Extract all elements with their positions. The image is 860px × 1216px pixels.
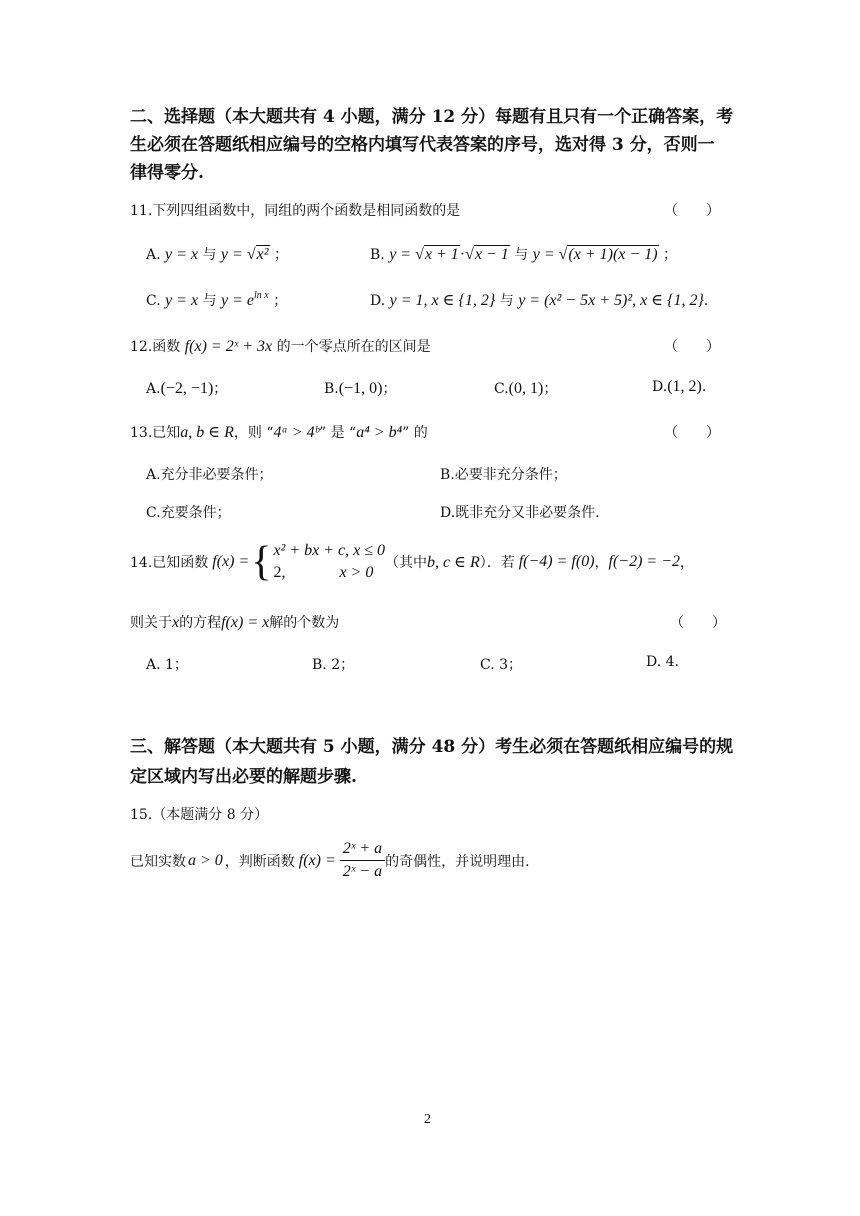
connector: 与: [499, 293, 514, 309]
q14-option-a: A. 1；: [146, 657, 188, 673]
q14-stem: [130, 540, 694, 584]
math-expr: f(x) =: [212, 553, 250, 570]
math-expr: y = (x² − 5x + 5)², x ∈ {1, 2}: [518, 292, 704, 309]
option-label: C.: [494, 381, 509, 397]
stem-text: 13.已知: [130, 425, 181, 441]
math-expr: (1, 2): [667, 378, 702, 395]
q14-answer-blank: （ ）: [670, 615, 726, 631]
case-2-value: 2,: [273, 564, 286, 581]
q13-option-a: A.充分非必要条件；: [146, 467, 273, 483]
piecewise-cases: [273, 540, 385, 584]
stem-text: ，则 “: [233, 425, 274, 441]
stem-text: ，判断函数: [224, 853, 295, 870]
q14-option-d: D. 4.: [646, 654, 679, 670]
connector: 与: [202, 293, 217, 309]
q15-stem: [130, 838, 530, 883]
option-label: A.: [146, 381, 161, 397]
math-expr: a > 0: [188, 851, 223, 869]
math-expr: (−1, 0): [338, 380, 383, 397]
q15-header: 15.（本题满分 8 分）: [130, 807, 269, 823]
separator: ；: [273, 247, 288, 263]
stem-text: （其中: [385, 555, 428, 571]
q14-stem-line2: [130, 612, 339, 632]
stem-text: 的方程: [179, 615, 222, 631]
stem-text: ” 是 “: [318, 425, 357, 441]
q14-option-c: C. 3；: [480, 657, 523, 673]
fraction: [340, 838, 385, 883]
connector: 与: [202, 247, 217, 263]
q12-answer-blank: （ ）: [664, 339, 720, 355]
math-expr: y =: [389, 246, 416, 263]
math-expr: y =: [532, 246, 559, 263]
separator: ；: [273, 293, 288, 309]
math-expr: x: [172, 614, 180, 631]
stem-text: 则关于: [130, 615, 172, 631]
exponent: ln x: [254, 290, 269, 301]
connector: 与: [514, 247, 529, 263]
q11-option-c: [146, 290, 287, 310]
radicand: x − 1: [474, 246, 509, 263]
stem-text: 的奇偶性，并说明理由.: [385, 853, 530, 870]
separator: ；: [213, 381, 228, 397]
q13-answer-blank: （ ）: [664, 425, 720, 441]
stem-text: 14.已知函数: [130, 555, 209, 571]
separator: .: [703, 293, 709, 309]
option-label: B.: [324, 381, 339, 397]
radicand: (x + 1)(x − 1): [568, 246, 658, 263]
math-expr: y = x: [165, 246, 199, 263]
q12-option-a: [146, 378, 227, 398]
left-brace: {: [251, 539, 272, 585]
section2-heading-line1: 二、选择题（本大题共有 4 小题，满分 12 分）每题有且只有一个正确答案，考: [130, 107, 734, 127]
q11-option-a: [146, 244, 288, 264]
case-2-condition: x > 0: [339, 564, 374, 581]
math-expr: y =: [220, 246, 247, 263]
q12-option-c: [494, 378, 557, 398]
math-expr: y = 1, x ∈ {1, 2}: [389, 292, 496, 309]
math-expr: f(x) =: [298, 851, 336, 869]
q11-option-b: [370, 244, 677, 264]
q11-option-d: [370, 290, 708, 310]
q12-stem: [130, 336, 431, 356]
q13-option-c: C.充要条件；: [146, 505, 231, 521]
stem-text: 已知实数: [130, 853, 186, 870]
q14-option-b: B. 2；: [312, 657, 355, 673]
math-expr: f(x) = 2ˣ + 3x: [184, 338, 273, 355]
denominator: 2ˣ − a: [342, 863, 383, 880]
option-label: B.: [370, 247, 385, 263]
stem-text: 的一个零点所在的区间是: [276, 339, 431, 355]
math-expr: f(−2) = −2: [608, 553, 681, 570]
math-expr: a, b ∈ R: [180, 424, 234, 441]
q11-answer-blank: （ ）: [664, 203, 720, 219]
option-label: C.: [146, 293, 161, 309]
math-expr: (0, 1): [508, 380, 544, 397]
math-expr: b, c ∈ R: [427, 554, 480, 571]
separator: ，: [594, 555, 609, 571]
math-expr: f(−4) = f(0): [518, 553, 595, 570]
page-number: 2: [424, 1112, 431, 1127]
option-label: A.: [146, 247, 161, 263]
separator: ；: [662, 247, 677, 263]
section3-heading-line2: 定区域内写出必要的解题步骤.: [130, 767, 357, 787]
section2-heading-line3: 律得零分.: [130, 163, 204, 183]
separator: ；: [382, 381, 397, 397]
stem-text: 解的个数为: [269, 615, 340, 631]
math-expr: 4ᵃ > 4ᵇ: [273, 424, 319, 441]
separator: ；: [543, 381, 558, 397]
case-1: x² + bx + c, x ≤ 0: [273, 542, 386, 559]
math-expr: f(x) = x: [221, 614, 270, 631]
radicand: x + 1: [424, 246, 459, 263]
q13-stem: [130, 422, 428, 442]
math-expr: y = x: [165, 292, 199, 309]
option-label: D.: [370, 293, 386, 309]
separator: ，: [680, 555, 695, 571]
math-expr: a⁴ > b⁴: [356, 424, 403, 441]
math-expr: y = e: [221, 292, 255, 309]
separator: .: [701, 379, 707, 395]
q12-option-d: [652, 378, 706, 396]
section3-heading-line1: 三、解答题（本大题共有 5 小题，满分 48 分）考生必须在答题纸相应编号的规: [130, 737, 734, 757]
sqrt-sign: √: [465, 246, 474, 263]
radicand: x²: [256, 246, 269, 263]
stem-text: ” 的: [402, 425, 428, 441]
sqrt-sign: √: [415, 246, 424, 263]
q13-option-d: D.既非充分又非必要条件.: [440, 505, 600, 521]
q11-stem: 11.下列四组函数中，同组的两个函数是相同函数的是: [130, 203, 461, 219]
case-2: [273, 562, 385, 584]
sqrt-sign: √: [558, 246, 568, 263]
q13-option-b: B.必要非充分条件；: [440, 467, 567, 483]
sqrt-sign: √: [246, 246, 256, 263]
option-label: D.: [652, 379, 668, 395]
stem-text: 12.函数: [130, 339, 181, 355]
numerator: 2ˣ + a: [340, 838, 385, 861]
stem-text: ）．若: [479, 555, 515, 571]
section2-heading-line2: 生必须在答题纸相应编号的空格内填写代表答案的序号，选对得 3 分，否则一: [130, 135, 715, 155]
math-expr: (−2, −1): [160, 380, 214, 397]
dot: ·: [459, 246, 466, 263]
q12-option-b: [324, 378, 396, 398]
